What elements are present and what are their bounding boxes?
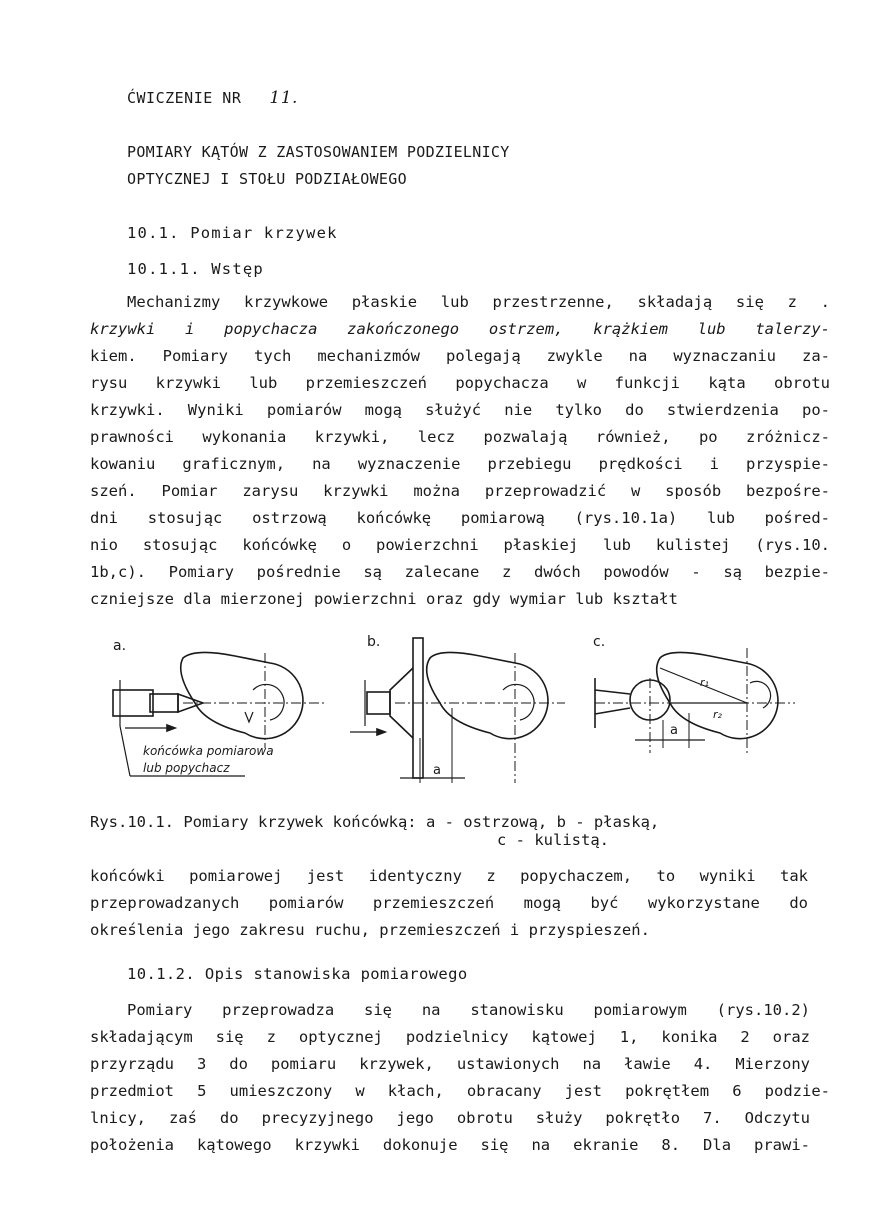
exercise-heading xyxy=(127,88,298,108)
paragraph-line: Mechanizmy krzywkowe płaskie lub przestrzenne, składają się z . xyxy=(127,293,830,311)
paragraph-line: przeprowadzanych pomiarów przemieszczeń mogą być wykorzystane do xyxy=(90,894,808,912)
cam-measurement-figure xyxy=(95,628,855,798)
paragraph-line: krzywki. Wyniki pomiarów mogą służyć nie tylko do stwierdzenia po- xyxy=(90,401,830,419)
paragraph-line: nio stosując końcówkę o powierzchni płaskiej lub kulistej (rys.10. xyxy=(90,536,830,554)
section-heading-10-1-2: 10.1.2. Opis stanowiska pomiarowego xyxy=(127,965,468,983)
figure-label-b: b. xyxy=(367,634,381,650)
annotation-line-1: końcówka pomiarowa xyxy=(143,744,274,758)
paragraph-line: kiem. Pomiary tych mechanizmów polegają zwykle na wyznaczaniu za- xyxy=(90,347,830,365)
paragraph-line: przyrządu 3 do pomiaru krzywek, ustawionych na ławie 4. Mierzony xyxy=(90,1055,810,1073)
cam-c xyxy=(595,648,795,753)
figure-label-c: c. xyxy=(593,634,606,650)
exercise-label: ĆWICZENIE NR xyxy=(127,89,242,107)
paragraph-line: końcówki pomiarowej jest identyczny z popychaczem, to wyniki tak xyxy=(90,867,808,885)
figure-caption-line-2: c - kulistą. xyxy=(497,831,609,849)
paragraph-line: Pomiary przeprowadza się na stanowisku pomiarowym (rys.10.2) xyxy=(127,1001,810,1019)
paragraph-line: szeń. Pomiar zarysu krzywki można przeprowadzić w sposób bezpośre- xyxy=(90,482,830,500)
paragraph-line: określenia jego zakresu ruchu, przemieszczeń i przyspieszeń. xyxy=(90,921,650,939)
paragraph-line: lnicy, zaś do precyzyjnego jego obrotu służy pokrętło 7. Odczytu xyxy=(90,1109,810,1127)
paragraph-line: rysu krzywki lub przemieszczeń popychacza w funkcji kąta obrotu xyxy=(90,374,830,392)
title-line-1: POMIARY KĄTÓW Z ZASTOSOWANIEM PODZIELNICY xyxy=(127,143,510,161)
section-heading-10-1-1: 10.1.1. Wstęp xyxy=(127,260,264,278)
radius-r2: r₂ xyxy=(713,708,722,721)
dim-a-c: a xyxy=(670,723,678,738)
paragraph-line: przedmiot 5 umieszczony w kłach, obracany jest pokrętłem 6 podzie- xyxy=(90,1082,830,1100)
paragraph-line: położenia kątowego krzywki dokonuje się na ekranie 8. Dla prawi- xyxy=(90,1136,810,1154)
section-heading-10-1: 10.1. Pomiar krzywek xyxy=(127,224,338,242)
paragraph-line: krzywki i popychacza zakończonego ostrzem, krążkiem lub talerzy- xyxy=(90,320,830,338)
cam-b xyxy=(350,638,565,783)
cam-a xyxy=(113,652,325,776)
paragraph-line: dni stosując ostrzową końcówkę pomiarową (rys.10.1a) lub pośred- xyxy=(90,509,830,527)
paragraph-line: kowaniu graficznym, na wyznaczenie przebiegu prędkości i przyspie- xyxy=(90,455,830,473)
annotation-line-2: lub popychacz xyxy=(143,761,230,775)
title-line-2: OPTYCZNEJ I STOŁU PODZIAŁOWEGO xyxy=(127,170,407,188)
figure-drawing xyxy=(95,628,855,798)
paragraph-line: 1b,c). Pomiary pośrednie są zalecane z dwóch powodów - są bezpie- xyxy=(90,563,830,581)
paragraph-line: czniejsze dla mierzonej powierzchni oraz gdy wymiar lub kształt xyxy=(90,590,678,608)
paragraph-line: prawności wykonania krzywki, lecz pozwalają również, po zróżnicz- xyxy=(90,428,830,446)
exercise-number: 11. xyxy=(269,88,298,108)
figure-caption-line-1: Rys.10.1. Pomiary krzywek końcówką: a - ostrzową, b - płaską, xyxy=(90,813,660,831)
paragraph-line: składającym się z optycznej podzielnicy kątowej 1, konika 2 oraz xyxy=(90,1028,810,1046)
figure-label-a: a. xyxy=(113,638,127,654)
dim-a-b: a xyxy=(433,763,441,778)
radius-r1: r₁ xyxy=(700,676,709,689)
